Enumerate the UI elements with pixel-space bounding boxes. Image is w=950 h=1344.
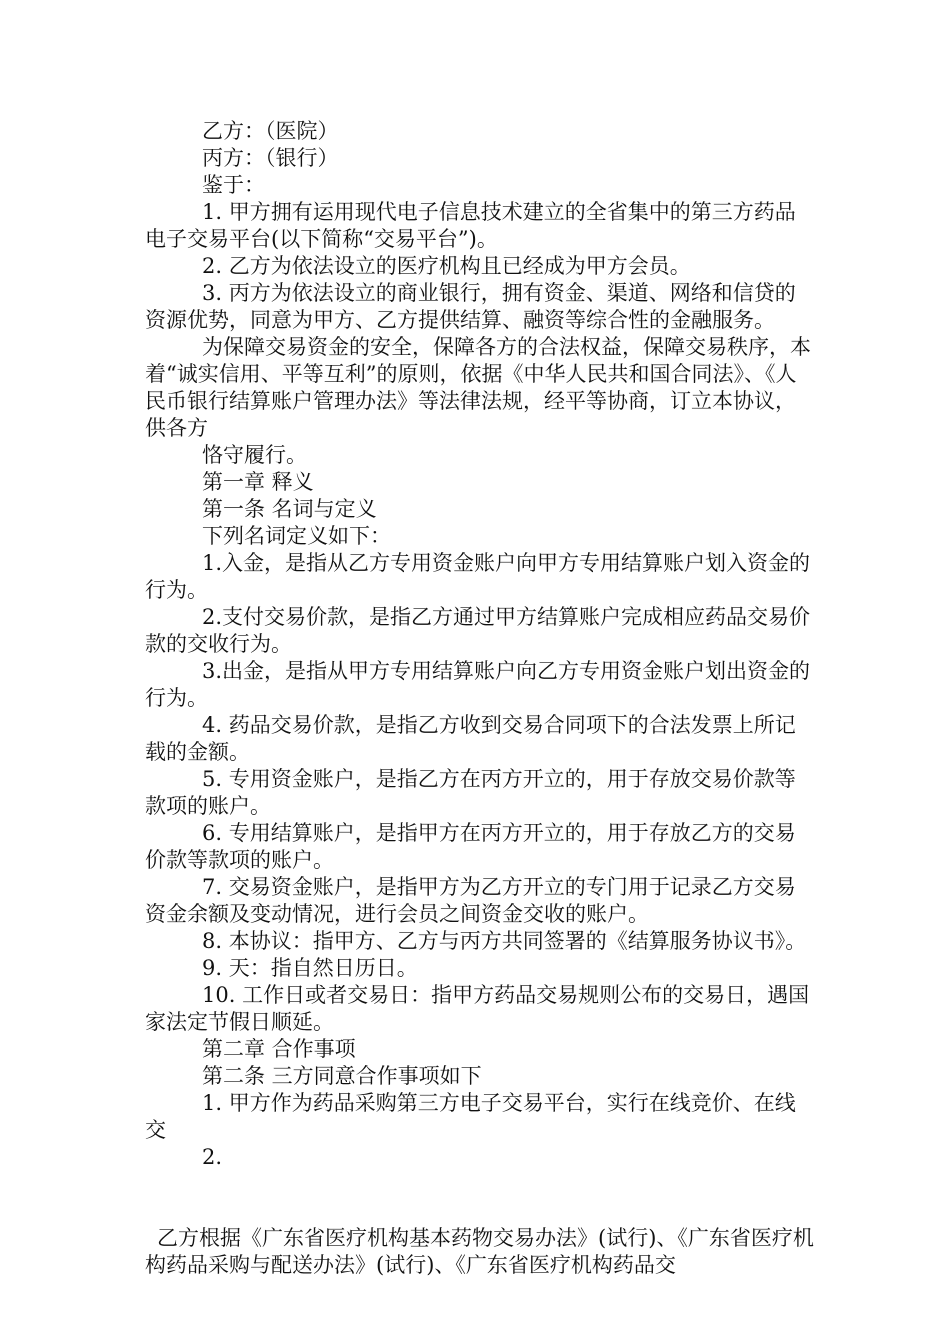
paragraph: 2.支付交易价款，是指乙方通过甲方结算账户完成相应药品交易价款的交收行为。 bbox=[145, 605, 811, 656]
paragraph: 鉴于： bbox=[202, 173, 265, 197]
paragraph: 1. 甲方作为药品采购第三方电子交易平台，实行在线竞价、在线交 bbox=[145, 1091, 796, 1142]
paragraph: 8. 本协议：指甲方、乙方与丙方共同签署的《结算服务协议书》。 bbox=[202, 929, 807, 953]
paragraph: 5. 专用资金账户，是指乙方在丙方开立的，用于存放交易价款等款项的账户。 bbox=[145, 767, 796, 818]
paragraph: 1. 甲方拥有运用现代电子信息技术建立的全省集中的第三方药品电子交易平台(以下简称“交易平台”)。 bbox=[145, 200, 796, 251]
paragraph: 第一章 释义 bbox=[202, 470, 314, 494]
paragraph: 4. 药品交易价款，是指乙方收到交易合同项下的合法发票上所记载的金额。 bbox=[145, 713, 796, 764]
paragraph: 丙方：（银行） bbox=[202, 146, 339, 170]
paragraph: 下列名词定义如下： bbox=[202, 524, 391, 548]
paragraph-gap bbox=[145, 1171, 815, 1225]
document-body bbox=[145, 118, 815, 1171]
paragraph: 7. 交易资金账户，是指甲方为乙方开立的专门用于记录乙方交易资金余额及变动情况，进行会员之间资金交收的账户。 bbox=[145, 875, 796, 926]
paragraph: 3.出金，是指从甲方专用结算账户向乙方专用资金账户划出资金的行为。 bbox=[145, 659, 811, 710]
paragraph: 2. 乙方为依法设立的医疗机构且已经成为甲方会员。 bbox=[202, 254, 691, 278]
paragraph: 乙方：（医院） bbox=[202, 119, 339, 143]
document-page bbox=[145, 118, 815, 1279]
paragraph: 恪守履行。 bbox=[202, 443, 307, 467]
paragraph: 9. 天：指自然日历日。 bbox=[202, 956, 418, 980]
paragraph: 3. 丙方为依法设立的商业银行，拥有资金、渠道、网络和信贷的资源优势，同意为甲方、乙方提供结算、融资等综合性的金融服务。 bbox=[145, 281, 796, 332]
paragraph: 为保障交易资金的安全，保障各方的合法权益，保障交易秩序，本着“诚实信用、平等互利”的原则，依据《中华人民共和国合同法》、《人民币银行结算账户管理办法》等法律法规，经平等协商，订立本协议，供各方 bbox=[145, 335, 811, 440]
paragraph: 10. 工作日或者交易日：指甲方药品交易规则公布的交易日，遇国家法定节假日顺延。 bbox=[145, 983, 810, 1034]
paragraph: 第一条 名词与定义 bbox=[202, 497, 377, 521]
paragraph: 6. 专用结算账户，是指甲方在丙方开立的，用于存放乙方的交易价款等款项的账户。 bbox=[145, 821, 796, 872]
tail-paragraph: 乙方根据《广东省医疗机构基本药物交易办法》(试行)、《广东省医疗机构药品采购与配送办法》(试行)、《广东省医疗机构药品交 bbox=[145, 1226, 814, 1277]
paragraph: 2. bbox=[202, 1145, 223, 1169]
paragraph: 第二条 三方同意合作事项如下 bbox=[202, 1064, 482, 1088]
paragraph: 第二章 合作事项 bbox=[202, 1037, 356, 1061]
paragraph: 1.入金，是指从乙方专用资金账户向甲方专用结算账户划入资金的行为。 bbox=[145, 551, 811, 602]
